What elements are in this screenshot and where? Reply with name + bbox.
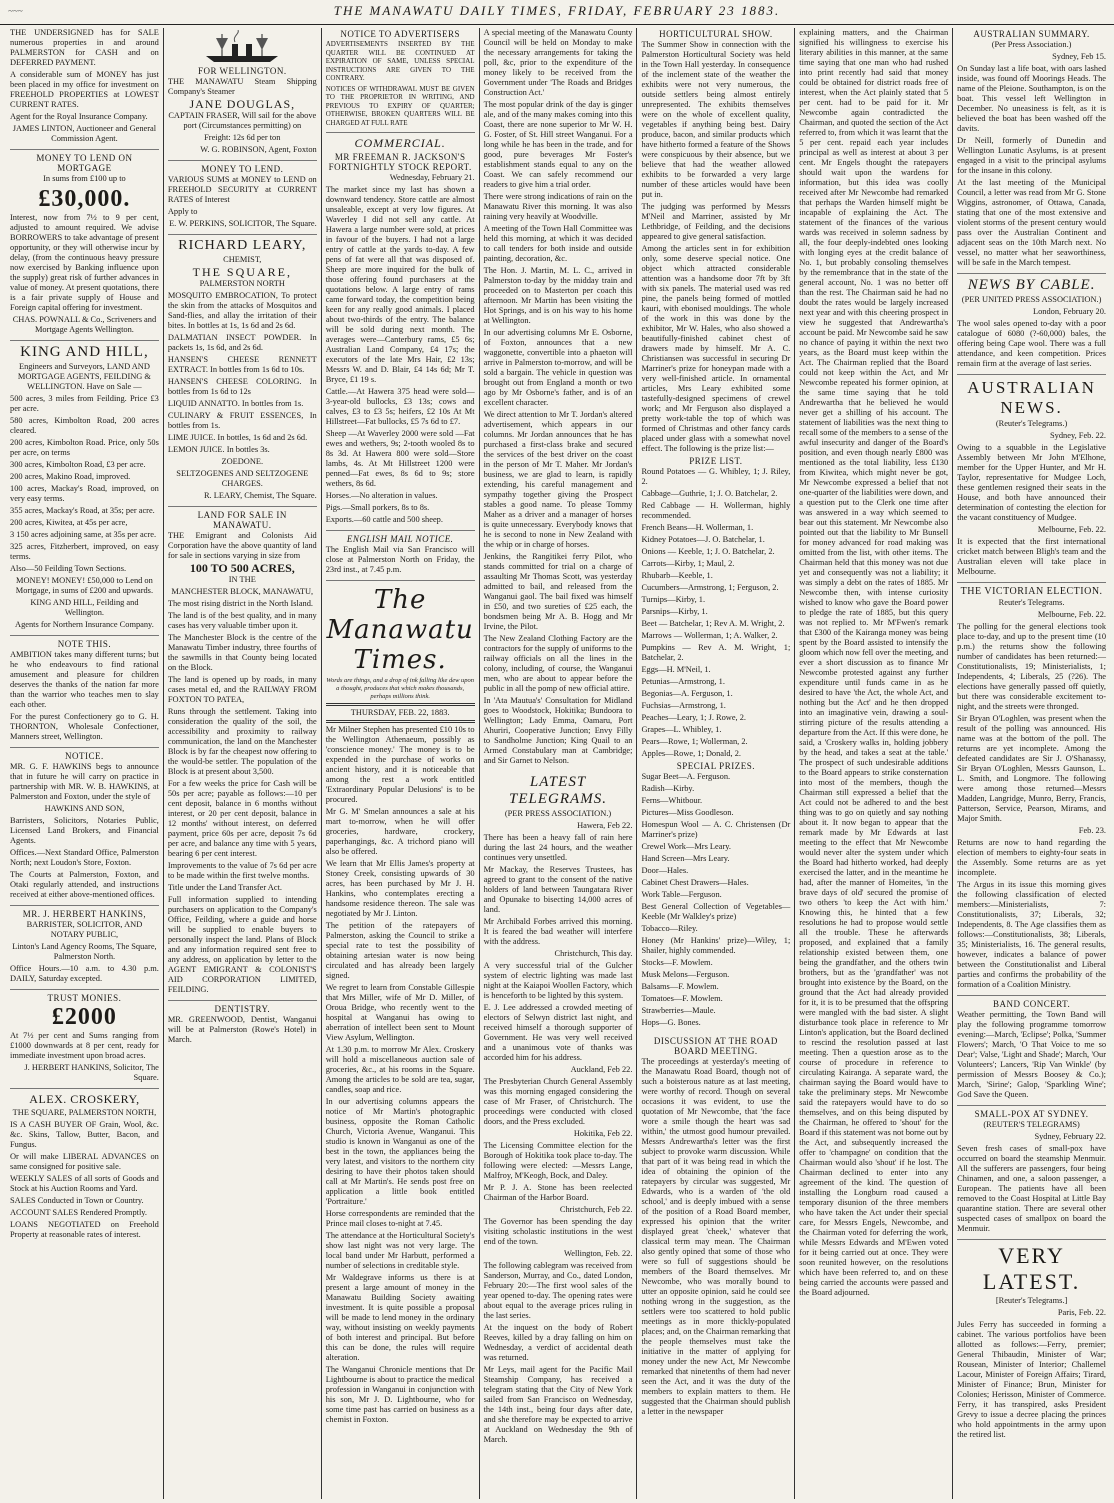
special-prize-2: Radish—Kirby. bbox=[641, 784, 695, 793]
special-prize-1: Sugar Beet—A. Ferguson. bbox=[641, 772, 731, 781]
linton-text-3: Agent for the Royal Insurance Company. bbox=[10, 112, 148, 121]
australian-summary-text-3: At the last meeting of the Municipal Council, a letter was read from Mr G. Stone Wiggins, astronomer, of Ottawa, Canada, stating that one of the most extensive and violent storms of the present century would pass over the Australian Continent and adjacent seas on the 10th March next. No vessel, no matter what her seaworthiness, will be safe in the March tempest. bbox=[957, 178, 1107, 267]
telegram-dateline-3: Auckland, Feb 22. bbox=[570, 1065, 633, 1074]
telegram-dateline-1: Hawera, Feb 22. bbox=[577, 821, 633, 830]
special-prize-19: Hops—G. Bones. bbox=[641, 1018, 701, 1027]
pownall-text-1: In sums from £100 up to bbox=[43, 174, 126, 183]
land-sale-text-2: IN THE bbox=[228, 575, 256, 584]
notice-advertisers bbox=[326, 29, 475, 133]
prize-item-6: Onions — Keeble, 1; J. O. Batchelar, 2. bbox=[641, 547, 775, 556]
australian-news-text-2: It is expected that the first international cricket match between Bligh's team and the Australian eleven will take place in Melbourne. bbox=[957, 537, 1107, 576]
editorial-text-3: We learn that Mr Ellis James's property at Stoney Creek, consisting upwards of 30 acres, has been purchased by Mr J. H. Hankins, who contemplates erecting a handsome residence thereon. The sale was negotiated by Mr J. Linton. bbox=[325, 859, 475, 918]
local-news-1: A special meeting of the Manawatu County Council will be held on Monday to make the necessary arrangements for taking the poll, &c, prior to the expenditure of the money likely to be received from the Government under 'The Roads and Bridges Construction Act.' bbox=[483, 28, 633, 97]
land-sale-text-10: Improvements to the value of 7s 6d per acre to be made within the first twelve months. bbox=[167, 861, 317, 880]
news-by-cable-source: (PER UNITED PRESS ASSOCIATION.) bbox=[961, 295, 1102, 304]
australian-summary bbox=[957, 29, 1106, 274]
stock-report-text-6: Exports.—60 cattle and 500 sheep. bbox=[325, 515, 443, 524]
note-this-text-1: AMBITION takes many different turns; but he who endeavours to find rational amusement and pleasure for children deserves the thanks of the nation far more than the warrior who teaches men to slay each other. bbox=[10, 650, 159, 709]
dentistry-heading: DENTISTRY. bbox=[214, 1004, 271, 1014]
prize-item-2: Cabbage—Guthrie, 1; J. O. Batchelar, 2. bbox=[641, 489, 778, 498]
pownall-advert bbox=[10, 153, 159, 341]
very-latest-text: Jules Ferry has succeeded in forming a cabinet. The various portfolios have been allotted as follows:—Ferry, premier; General Thibaudin, Minister of War; Rousean, Minister of Interior; Challemel Lacour, Minister of Foreign Affairs; Tirard, Minister of Finance; Brun, Minister for Colonies; Herisson, Minister of Commerce. Ferry, it has transpired, asks President Grevy to issue a decree placing the princes who hold appointments in the army upon the retired list. bbox=[957, 1320, 1107, 1439]
leary-item-5: LIQUID ANNATTO. In bottles from 1s. bbox=[167, 399, 304, 408]
smallpox-sydney bbox=[957, 1109, 1106, 1240]
hawkins-text-1: MR. G. F. HAWKINS begs to announce that in future he will carry on practice in partnership with MR. W. B. HAWKINS, at Palmerston and Foxton, under the style of bbox=[10, 762, 159, 801]
commercial-heading: COMMERCIAL. bbox=[354, 136, 446, 150]
road-board-text-2: explaining matters, and the Chairman signified his willingness to exercise his literary abilities in this manner, at the same time saying that one man who had rushed into print recently had said that money could be obtained for district roads free of interest, when the Act plainly stated that 5 per cent. had to be paid for it. Mr Newcombe again contradicted the Chairman, and quoted the section of the Act referred to, from which it was learnt that the 5 per cent. repaid each year includes principal as well as interest at about 3 per cent. Mr Engels thought the ratepayers should wait upon the wardens for information, but this idea was coolly received after Mr Newcombe had remarked that perhaps the Warden himself might be incapable of explaining the Act. The statement of the finances of the various wards was received in solemn sadness by all, the four deeply-indebted ones looking with longing eyes at the credit balance of No. 1, but probably consoling themselves by the remembrance that in the state of the general account, No. 1 was no better off than the rest. The Chairman said he had no doubt the rates would be largely increased next year and with this cheering prospect in view he suggested that Andrewartha's account be paid. Mr Newcombe said he saw no chance of paying it within the next two years, as the Board must keep within the Act. The Chairman replied that the Board could not keep within the Act, and Mr Newcombe repeated his former opinion, at the same time saying that he told Andrewartha that he believed he would never get a shilling of his account. The statement of liabilities was the next thing to recall some of the members to a sense of the awful insecurity and danger of the Board's position, and even though nearly £800 was mentioned as the total liability, less £130 from Kiwitea, which might never be got, Mr Newcombe expressed a belief that not one-quarter of the liabilities were down, and a question put to the Clerk one time after was answered in a way which seemed to bear out this statement. Mr Newcombe also pointed out that the liability to Mr Bunsell for money advanced for road making was omitted from the list, with other items. The Chairman held that this money was not due yet and consequently was not a liability; it was simply a debt on the rates of 1885. Mr Newcombe then, with intense curiosity wished to know who gave the Board power to pledge the rate of 1885, but this query was not replied to. Mr M'Fwen's remark that £300 of the Kairanga money was being spent by the Board assisted to intensify the gloom which now fell over the meeting, and ever a short discussion as to finance Mr Newcombe protested against any further expenditure until funds came in as he desired to have 'the Act, the whole Act, and nothing but the Act' and he then dropped into an imaginative vein, drawing a soul-stirring picture of the results attending a departure from the Act. If this were done, he said, a 'Croskery walks in, holding jobbery by the head, and takes a seat at the table.' The prospect of such undesirable additions to the Board appears to strike consternation into most of the members, though the Chairman still expressed a belief that the Act could not be adhered to and the best thing was to go on quietly and say nothing about it. It now began to appear that the remark made by Mr Edwards at last meeting to the effect that Mr Newcombe would never alter the system under which the Board had hitherto worked, had deeply exercised the latter, and in the meantime he had, after the manner of Homeites, 'in the brave days of old' secured the promise of two others 'to keep the Act with him.' Knowing this, he hinted that a few resolutions he had to propose would settle all the trouble. These he afterwards proposed, and explained that a family relationship existed between them, one being the grandfather, and the others twin brothers, but as the 'grandfather' was not brought into existence by the Board, on the ground that the Act had already provided for it, it is to be presumed that the offspring were mangled with the bad sister. A slight disturbance took place in reference to Mr Linton's application, but the Board declined to rescind the resolution passed at last meeting. Then a question arose as to the course of procedure in reference to circulating Kairanga. A separate ward, the chairman saying the Board would have to take the preliminary steps. Mr Newcombe said the ratepayers would have to do so themselves, and on this being disputed by the Chairman, he offered to 'shout' for the Board if this statement was not borne out by the Act, and subsequently increased the offer to 'champagne' on condition that the Chairman would also 'shout' if he lost. The Chairman declined to enter into any agreement of the kind. The question of installing the Longburn road caused a temporary disunion of the three members who have taken the Act under their special care, for Messrs Engels, Newcombe, and the Chairman voted for deferring the work, while Messrs Edwards and M'Ewen voted for it being carried out at once. They were soon reunited however, on the resolutions which have been referred to, and on these being carried the accounts were passed and the Board adjourned. bbox=[799, 28, 949, 1297]
land-sale-advert bbox=[168, 510, 317, 1001]
king-hill-advert bbox=[10, 344, 159, 636]
telegram-text-12: Mr Leys, mail agent for the Pacific Mail Steamship Company, has received a telegram stating that the City of New York sailed from San Francisco on Wednesday, the 14th inst., being four days after date, and she therefore may be expected to arrive at Auckland on Wednesday the 9th of March. bbox=[483, 1365, 633, 1444]
telegram-text-3: Mr Archibald Forbes arrived this morning. It is feared the bad weather will interfere with the address. bbox=[483, 917, 633, 946]
pownall-text-2: Interest, now from 7½ to 9 per cent, adjusted to amount required. We advise BORROWERS to take advantage of present opportunity, or they will otherwise incur by delay, (from the continuous heavy pressure now exercised by Banking influence upon the supply) great risk of further advances in value of money. At present quotations, there is a fair private supply of House and Foreign capital offering for investment. bbox=[10, 213, 159, 312]
prize-item-17: Begonias—A. Ferguson, 1. bbox=[641, 689, 733, 698]
column-3 bbox=[322, 28, 480, 1499]
steamer-advert bbox=[168, 30, 317, 161]
editorial-section bbox=[326, 585, 475, 1430]
leary-item-6: CULINARY & FRUIT ESSENCES, In bottles from 1s. bbox=[167, 411, 317, 430]
news-by-cable bbox=[957, 277, 1106, 375]
perkins-text-1: VARIOUS SUMS at MONEY to LEND on FREEHOLD SECURITY at CURRENT RATES of Interest bbox=[167, 175, 317, 204]
editorial-text-4: The petition of the ratepayers of Palmerston, asking the Council to strike a special rate to test the possibility of obtaining artesian water is now being circulated and has already been largely signed. bbox=[325, 921, 475, 980]
telegram-text-6: The Presbyterian Church General Assembly was this morning engaged considering the case of Mr Fraser, of Christchurch. The proceedings were conducted with closed doors, and the Press excluded. bbox=[483, 1077, 633, 1126]
special-prize-15: Musk Melons—Ferguson. bbox=[641, 970, 730, 979]
latest-telegrams-heading: LATEST TELEGRAMS. bbox=[509, 774, 607, 807]
horticultural-text-3: Among the articles sent in for exhibition only, some deserve special notice. One object which attracted considerable attention was a handsome door 7ft by 3ft with six panels. The material used was red pine, the panels being formed of mottled kauri, with ebonised mouldings. The whole of the work in this was done by the exhibitor, Mr W. Hales, who also showed a beautifully-finished cabinet chest of drawers made by himself. Mr A. C. Christiansen was successful in securing Dr Marriner's prize for honeypan made with a very well-finished article. In ornamental articles, Mrs Leary exhibited some tastefully-designed specimens of crewel work; and Mr Ferguson also displayed a pretty work-table the top of which was formed of Christmas and other fancy cards placed under glass with a somewhat novel effect. The following is the prize list:— bbox=[641, 244, 791, 453]
victorian-election bbox=[957, 586, 1106, 996]
local-news-9: The New Zealand Clothing Factory are the contractors for the supply of uniforms to the railway officials on all the lines in the colony, including, of course, the Wanganui men, who are about to appear before the public in all the pomp of new official attire. bbox=[483, 634, 633, 693]
linton-advert bbox=[10, 28, 159, 150]
corner-mark: ~~~ bbox=[8, 6, 23, 16]
victorian-election-source: Reuter's Telegrams. bbox=[998, 598, 1065, 607]
english-mail-text: The English Mail via San Francisco will close at Palmerston North on Friday, the 23rd inst., at 7.45 p.m. bbox=[325, 545, 475, 574]
australian-summary-heading: AUSTRALIAN SUMMARY. bbox=[973, 29, 1090, 39]
telegram-text-9: The Governor has been spending the day visiting scholastic institutions in the west end of the town. bbox=[483, 1217, 633, 1246]
telegram-text-10: The following cablegram was received from Sanderson, Murray, and Co., dated London, February 20:—The first wool sales of the year opened to-day. The opening rates were about equal to the average prices ruling in the last series. bbox=[483, 1261, 633, 1320]
smallpox-heading: SMALL-POX AT SYDNEY. bbox=[974, 1109, 1089, 1119]
hawkins-notice bbox=[10, 751, 159, 906]
column-5 bbox=[637, 28, 795, 1499]
australian-news bbox=[957, 378, 1106, 583]
croskery-text-3: Or will make LIBERAL ADVANCES on same consigned for positive sale. bbox=[10, 1152, 159, 1171]
hankins-text-3: Office Hours.—10 a.m. to 4.30 p.m. DAILY, Saturday excepted. bbox=[10, 964, 159, 983]
telegram-text-8: Mr P. J. A. Stone has been reelected Chairman of the Harbor Board. bbox=[483, 1183, 633, 1202]
king-hill-signature: KING AND HILL, Feilding and Wellington. bbox=[30, 598, 139, 617]
leary-text-1: CHEMIST, bbox=[223, 255, 262, 264]
king-hill-text-3: 580 acres, Kimbolton Road, 200 acres cleared. bbox=[10, 416, 159, 435]
prize-item-15: Eggs—H. M'Neil, 1. bbox=[641, 665, 711, 674]
linton-text-2: A considerable sum of MONEY has just been placed in my office for investment on FREEHOLD PROPERTIES at LOWEST CURRENT RATES. bbox=[10, 70, 159, 109]
special-prize-18: Strawberries—Maule. bbox=[641, 1006, 716, 1015]
hawkins-text-3: Barristers, Solicitors, Notaries Public, Licensed Land Brokers, and Financial Agents. bbox=[10, 816, 159, 845]
victorian-election-text-1: The polling for the general elections took place to-day, and up to the present time (10 p.m.) the returns show the following number of candidates has been returned:—Constitutionalists, 19; Ministerialists, 1; Independents, 4; Liberals, 25 (?26). The elections have generally passed off quietly, but there was considerable excitement to-night, and the streets were thronged. bbox=[957, 622, 1107, 711]
steamer-ship-name: JANE DOUGLAS, bbox=[189, 97, 296, 111]
column-2 bbox=[164, 28, 322, 1499]
notice-advertisers-heading: NOTICE TO ADVERTISERS bbox=[340, 29, 460, 39]
prize-item-11: Parsnips—Kirby, 1. bbox=[641, 607, 708, 616]
smallpox-source: (REUTER'S TELEGRAMS) bbox=[983, 1120, 1080, 1129]
pownall-signature: CHAS. POWNALL & Co., Scriveners and Mortgage Agents Wellington. bbox=[12, 315, 157, 334]
note-this-text-2: For the purest Confectionery go to G. H. THORNTON, Wholesale Confectioner, Manners street, Wellington. bbox=[10, 712, 159, 741]
hankins-heading: MR. J. HERBERT HANKINS, bbox=[22, 909, 147, 919]
australian-summary-source: (Per Press Association.) bbox=[991, 40, 1072, 49]
king-hill-text-9: 200 acres, Kiwitea, at 45s per acre, bbox=[10, 518, 128, 527]
telegram-dateline-5: Christchurch, Feb 22. bbox=[559, 1205, 633, 1214]
king-hill-text-6: 200 acres, Makino Road, improved. bbox=[10, 472, 131, 481]
note-this-advert bbox=[10, 639, 159, 748]
prize-item-4: French Beans—H. Wollerman, 1. bbox=[641, 523, 754, 532]
special-prize-5: Homespun Wool — A. C. Christensen (Dr Marriner's prize) bbox=[641, 820, 791, 839]
steamer-signature: W. G. ROBINSON, Agent, Foxton bbox=[200, 145, 317, 154]
croskery-text-4: WEEKLY SALES of all sorts of Goods and Stock at his Auction Rooms and Yard. bbox=[10, 1174, 159, 1193]
victorian-election-text-2: Sir Bryan O'Loghlen, was present when the result of the polling was announced. His name was at the bottom of the poll. The returns are yet incomplete. Among the defeated candidates are Sir J. O'Shanassy, Sir Bryan O'Loghlen, Messrs Gaunson, L. L. Smith, and Longmore. The following were among those returned—Messrs Madden, Langridge, Munro, Berry, Francis, Patterson, Service, Pearson, Mirams, and Major Smith. bbox=[957, 714, 1107, 823]
leary-item-7: LIME JUICE. In bottles, 1s 6d and 2s 6d. bbox=[167, 433, 308, 442]
victorian-election-heading: THE VICTORIAN ELECTION. bbox=[960, 586, 1103, 597]
horticultural-text-2: The judging was performed by Messrs M'Neil and Marriner, assisted by Mr Lethbridge, of Feilding, and the decisions appeared to give general satisfaction. bbox=[641, 202, 791, 241]
land-sale-text-12: Full information supplied to intending purchasers on application to the Company's Office, Feilding, where a guide and horse will be supplied to enable buyers to personally inspect the land. Plans of Block and any information required sent free to any address, on application by letter to the AGENT EMIGRANT & COLONIST'S AID CORPORATION LIMITED, FEILDING. bbox=[167, 895, 317, 994]
trust-monies-text-1: At 7½ per cent and Sums ranging from £1000 downwards at 8 per cent, ready for immediate investment upon broad acres. bbox=[10, 1031, 159, 1060]
notice-advertisers-text-2: NOTICES OF WITHDRAWAL MUST BE GIVEN TO THE PROPRIETOR IN WRITING, AND PREVIOUS TO EXPIRY OF QUARTER; OTHERWISE, BROKEN QUARTERS WILL BE CHARGED AT FULL RATE bbox=[325, 84, 475, 127]
very-latest bbox=[957, 1243, 1106, 1445]
telegram-text-7: The Licensing Committee election for the Borough of Hokitika took place to-day. The following were elected: —Messrs Lange, Malfroy, M'Keogh, Bock, and Daley. bbox=[483, 1141, 633, 1180]
stock-report-heading: MR FREEMAN R. JACKSON'S FORTNIGHTLY STOCK REPORT. bbox=[328, 152, 472, 172]
prize-item-12: Beet — Batchelar, 1; Rev A. M. Wright, 2. bbox=[641, 619, 785, 628]
land-sale-text-4: The most rising district in the North Island. bbox=[167, 599, 314, 608]
land-sale-text-3: MANCHESTER BLOCK, MANAWATU, bbox=[171, 587, 314, 596]
telegram-dateline-4: Hokitika, Feb 22. bbox=[573, 1129, 633, 1138]
column-7 bbox=[953, 28, 1110, 1499]
telegram-text-1: There has been a heavy fall of rain here during the last 24 hours, and the weather continues very unsettled. bbox=[483, 833, 633, 862]
special-prize-9: Cabinet Chest Drawers—Hales. bbox=[641, 878, 749, 887]
local-news-2: The most popular drink of the day is ginger ale, and of the many makes coming into this Coast, there are none superior to Mr W. H. G. Foster, of St. Hill street Wanganui. For a long while he has been in the trade, and for good, pure beverages Mr Foster's establishment stands equal to any on the Coast. We can safely recommend our readers to give him a trial order. bbox=[483, 100, 633, 189]
road-board-heading: DISCUSSION AT THE ROAD BOARD MEETING. bbox=[653, 1036, 778, 1056]
column-4 bbox=[480, 28, 638, 1499]
latest-telegrams-source: (PER PRESS ASSOCIATION.) bbox=[504, 809, 612, 818]
victorian-election-dateline-1: Melbourne, Feb. 22. bbox=[1037, 610, 1107, 619]
prize-item-18: Fuchsias—Armstrong, 1. bbox=[641, 701, 726, 710]
leary-text-2: THE SQUARE, bbox=[192, 265, 292, 279]
notice-advertisers-text-1: ADVERTISEMENTS INSERTED BY THE QUARTER WILL BE CONTINUED AT EXPIRATION OF SAME, UNLESS SPECIAL INSTRUCTIONS ARE GIVEN TO THE CONTRARY. bbox=[325, 40, 475, 82]
land-sale-heading: LAND FOR SALE IN MANAWATU. bbox=[197, 510, 287, 530]
victorian-election-text-4: The Argus in its issue this morning gives the following classification of elected members:—Ministerialists, 7: Constitutionalists, 37; Liberals, 32; Independents, 8. The Age classifies them as follows:—Constitutionalists, 38; Liberals, 35; Ministerialists, 16. The general results, however, indicates a balance of power between the Constitutionalist and Liberal parties and confirms the probability of the formation of a Coalition Ministry. bbox=[957, 880, 1107, 989]
steamer-heading: FOR WELLINGTON. bbox=[197, 66, 287, 76]
prize-item-8: Rhubarb—Keeble, 1. bbox=[641, 571, 713, 580]
steamship-icon bbox=[202, 30, 282, 64]
land-sale-text-1: THE Emigrant and Colonists Aid Corporation have the above quantity of land for sale in sections varying in size from bbox=[167, 531, 317, 560]
column-1 bbox=[6, 28, 164, 1499]
news-by-cable-dateline: London, February 20. bbox=[1032, 307, 1107, 316]
local-news-4: A meeting of the Town Hall Committee was held this morning, at which it was decided to call tenders for both inside and outside painting, decoration, &c. bbox=[483, 224, 633, 263]
editorial-date: THURSDAY, FEB. 22, 1883. bbox=[350, 708, 450, 717]
editorial-text-11: The Wanganui Chronicle mentions that Dr Lightbourne is about to practice the medical profession in Wanganui in conjunction with his son, Mr J. D. Lightbourne, who for some time past has carried on business as a chemist in Foxton. bbox=[325, 1365, 475, 1424]
news-by-cable-heading: NEWS BY CABLE. bbox=[967, 277, 1096, 293]
trust-monies-heading: TRUST MONIES. bbox=[47, 993, 122, 1003]
stock-report-text-5: Pigs.—Small porkers, 8s to 8s. bbox=[325, 503, 430, 512]
note-this-heading: NOTE THIS. bbox=[57, 639, 112, 649]
croskery-text-2: IS A CASH BUYER OF Grain, Wool, &c. &c. Skins, Tallow, Butter, Bacon, and Fungus. bbox=[10, 1120, 159, 1149]
leary-signature: R. LEARY, Chemist, The Square. bbox=[203, 491, 317, 500]
latest-telegrams bbox=[484, 774, 633, 1450]
steamer-text-3: Freight: 12s 6d per ton bbox=[204, 133, 281, 142]
steamer-text-2: CAPTAIN FRASER, Will sail for the above port (Circumstances permitting) on bbox=[168, 111, 317, 130]
page-header bbox=[0, 0, 1114, 25]
horticultural-text-1: The Summer Show in connection with the Palmerston Horticultural Society was held in the Town Hall yesterday. In consequence of the inclement state of the weather the exhibits were not very numerous, the outside settlers being almost entirely unrepresented. The exhibits themselves were on the whole of excellent quality, vegetables if anything being best. Dairy produce, bacon, and similar products which have hitherto formed a feature of the Shows were conspicuous by their absence, but we believe that had the weather allowed exhibits to be forwarded a very large number of these articles would have been put in. bbox=[641, 40, 791, 199]
editorial-text-5: We regret to learn from Constable Gillespie that Mrs Miller, wife of Mr D. Miller, of Oroua Bridge, who recently went to the hospital at Wanganui has owing to aberration of intellect been sent to Mount View Asylum, Wellington. bbox=[325, 983, 475, 1042]
prize-item-3: Red Cabbage — H. Wollerman, highly recommended. bbox=[641, 501, 791, 520]
king-hill-text-11: 325 acres, Fitzherbert, improved, on easy terms. bbox=[10, 542, 159, 561]
king-hill-text-7: 100 acres, Mackay's Road, improved, on very easy terms. bbox=[10, 484, 159, 503]
telegram-text-11: At the inquest on the body of Robert Reeves, killed by a dray falling on him on Wednesday, a verdict of accidental death was returned. bbox=[483, 1323, 633, 1362]
editorial-text-2: Mr G. M' Smelan announces a sale at his mart to-morrow, when he will offer groceries, hardware, crockery, paperhangings, &c. A trichord piano will also be offered. bbox=[325, 807, 475, 856]
prize-item-21: Pears—Rowe, 1; Wollerman, 2. bbox=[641, 737, 748, 746]
local-news-5: The Hon. J. Martin, M. L. C., arrived in Palmerston to-day by the midday train and proceeded on to Masterton per coach this afternoon. Mr Martin has been visiting the Hot Springs, and is on his way to his home at Wellington. bbox=[483, 266, 633, 325]
special-prize-6: Crewel Work—Mrs Leary. bbox=[641, 842, 732, 851]
king-hill-text-8: 355 acres, Mackay's Road, at 35s; per acre. bbox=[10, 506, 155, 515]
australian-summary-dateline: Sydney, Feb 15. bbox=[1052, 52, 1107, 61]
leary-item-1: MOSQUITO EMBROCATION, To protect the skin from the attacks of Mosquitos and Sand-flies, and allay the irritation of their bites. In bottles at 1s, 1s 6d and 2s 6d. bbox=[167, 291, 317, 330]
hawkins-text-4: Offices.—Next Standard Office, Palmerston North; next Loudon's Store, Foxton. bbox=[10, 848, 159, 867]
prize-item-10: Turnips—Kirby, 1. bbox=[641, 595, 706, 604]
king-hill-text-13: MONEY! MONEY! £50,000 to Lend on Mortgage, in sums of £200 and upwards. bbox=[15, 576, 154, 595]
page-header-title: THE MANAWATU DAILY TIMES, FRIDAY, FEBRUARY 23 1883. bbox=[333, 3, 781, 18]
leary-item-10: SELTZOGENES AND SELTZOGENE CHARGES. bbox=[176, 469, 309, 488]
hawkins-text-2: HAWKINS AND SON, bbox=[44, 804, 125, 813]
croskery-advert bbox=[10, 1092, 159, 1245]
local-news-10: In 'Ata Mautua's' Consultation for Midland goes to Woodstock, Hokitika; Bundoora to Wellington; Lady Emma, Oamaru, Port Ahuriri, Cooperative Junction; Envy Filly to Sandholme Junction; King Quail to an Armed Constabulary man at Cambridge; and Sir Garnet to Nelson. bbox=[483, 696, 633, 765]
telegram-dateline-6: Wellington, Feb. 22. bbox=[564, 1249, 633, 1258]
special-prizes-heading: SPECIAL PRIZES. bbox=[676, 761, 755, 771]
king-hill-text-5: 300 acres, Kimbolton Road, £3 per acre. bbox=[10, 460, 146, 469]
stock-report-text-4: Horses.—No alteration in values. bbox=[325, 491, 438, 500]
editorial-text-9: The attendance at the Horticultural Society's show last night was not very large. The local band under Mr Harbutt, performed a number of selections in creditable style. bbox=[325, 1231, 475, 1270]
australian-news-dateline-1: Sydney, Feb. 22. bbox=[1050, 431, 1107, 440]
victorian-election-text-3: Returns are now to hand regarding the election of members to eighty-four seats in the Assembly. Some returns are as yet incomplete. bbox=[957, 838, 1107, 877]
prize-item-19: Peaches—Leary, 1; J. Rowe, 2. bbox=[641, 713, 747, 722]
prize-item-14: Pumpkins — Rev A. M. Wright, 1; Batchelar, 2. bbox=[641, 643, 791, 662]
australian-summary-text-1: On Sunday last a life boat, with oars lashed inside, was found off Moorings Heads. The name of the Pleione. Southampton, is on the boat. This vessel left Wellington in December. No uneasiness is felt, as it is believed the boat has been washed off the davits. bbox=[957, 64, 1107, 133]
column-6 bbox=[795, 28, 953, 1499]
king-hill-text-10: 3 150 acres adjoining same, at 35s per acre. bbox=[10, 530, 157, 539]
steamer-text-1: THE MANAWATU Steam Shipping Company's Steamer bbox=[167, 77, 317, 96]
telegram-text-4: A very successful trial of the Gulcher system of electric lighting was made last night at the Kaiapoi Woollen Factory, which is henceforth to be lighted by this system. bbox=[483, 961, 633, 1000]
special-prize-17: Tomatoes—F. Mowlem. bbox=[641, 994, 723, 1003]
leary-advert bbox=[168, 238, 317, 507]
local-news-8: Jenkins, the Rangitikei ferry Pilot, who stands committed for trial on a charge of assaulting Mr Thomas Scott, was yesterday admitted to bail, and released from the Wanganui gaol. The bail fixed was himself in £50, and two sureties of £25 each, the bondsmen being Mr A. B. Hogg and Mr Irvine, the Pilot. bbox=[483, 552, 633, 631]
king-hill-text-12: Also—50 Feilding Town Sections. bbox=[10, 564, 127, 573]
croskery-text-6: ACCOUNT SALES Rendered Promptly. bbox=[10, 1208, 148, 1217]
perkins-signature: E. W. PERKINS, SOLICITOR, The Square. bbox=[169, 219, 317, 228]
dentistry-text-1: MR. GREENWOOD, Dentist, Wanganui will be at Palmerston (Rowe's Hotel) in March. bbox=[167, 1015, 317, 1044]
australian-news-dateline-2: Melbourne, Feb. 22. bbox=[1037, 525, 1107, 534]
newspaper-motto: Words are things, and a drop of ink falling like dew upon a thought, produces that which makes thousands, perhaps millions think. bbox=[326, 677, 475, 700]
linton-signature: JAMES LINTON, Auctioneer and General Commission Agent. bbox=[12, 124, 157, 143]
perkins-advert bbox=[168, 164, 317, 235]
australian-news-text-1: Owing to a squabble in the Legislative Assembly between Mr John M'Elhone, member for the Upper Hunter, and Mr H. Taylor, representative for Mudgee Loch, these gentlemen resigned their seats in the House, and both have announced their determination of contesting the election for the vacant constituency of Mudgee. bbox=[957, 443, 1107, 522]
croskery-text-1: THE SQUARE, PALMERSTON NORTH, bbox=[12, 1108, 157, 1117]
special-prize-8: Door—Hales. bbox=[641, 866, 689, 875]
smallpox-text: Seven fresh cases of small-pox have occurred on board the steamship Menmuir. All the sufferers are passengers, four being Chinamen, and one, a saloon passenger, a European. The patients have all been removed to the Coast Hospital at Little Bay quarantine station. There are several other suspected cases of smallpox on board the Menmuir. bbox=[957, 1144, 1107, 1233]
king-hill-heading: KING AND HILL, bbox=[20, 344, 149, 360]
land-sale-text-8: Runs through the settlement. Taking into consideration the quality of the soil, the accessibility and proximity to railway communication, the land on the Manchester Block is by far the cheapest now offering to the would-be settler. The population of the Block is at present about 3,500. bbox=[167, 707, 317, 776]
local-news-3: There were strong indications of rain on the Manawatu River this morning. It was also raining very heavily at Woodville. bbox=[483, 192, 633, 221]
road-board-continued bbox=[799, 28, 948, 1303]
land-sale-text-7: The land is opened up by roads, in many cases metal ed, and the RAILWAY FROM FOXTON TO PATEA, bbox=[167, 675, 317, 704]
stock-report-date: Wednesday, February 21. bbox=[389, 173, 475, 182]
special-prize-4: Pictures—Miss Goodleson. bbox=[641, 808, 734, 817]
prize-item-9: Cucumbers—Armstrong, 1; Ferguson, 2. bbox=[641, 583, 779, 592]
horticultural-show bbox=[641, 29, 790, 1033]
band-concert-text: Weather permitting, the Town Band will play the following programme tomorrow evening:—March, 'Eclipse'; Polka, 'Summer Flowers'; March, 'O That Voice to me so Dear'; Valse, 'Light and Shade'; March, 'Our Volunteers'; Lancers, 'Rip Van Winkle' (by permission of Messrs Boosey & Co.); March, 'Sirine'; Galop, 'Sparkling Wine'; God Save the Queen. bbox=[957, 1010, 1107, 1099]
leary-item-9: ZOEDONE. bbox=[221, 457, 264, 466]
special-prize-3: Ferns—Whitbour. bbox=[641, 796, 703, 805]
pownall-figure: £30,000. bbox=[38, 186, 131, 212]
prize-item-16: Petunias—Armstrong, 1. bbox=[641, 677, 725, 686]
band-concert bbox=[957, 999, 1106, 1106]
king-hill-text-4: 200 acres, Kimbolton Road. Price, only 50s per acre, on terms bbox=[10, 438, 159, 457]
trust-monies-signature: J. HERBERT HANKINS, Solicitor, The Square. bbox=[24, 1063, 159, 1082]
leary-item-2: DALMATIAN INSECT POWDER. In packets 1s, 1s 6d, and 2s 6d. bbox=[167, 333, 317, 352]
australian-summary-text-2: Dr Neill, formerly of Dunedin and Wellington Lunatic Asylums, is at present engaged in a visit to the principal asylums for the insane in this colony. bbox=[957, 136, 1107, 175]
very-latest-dateline: Paris, Feb. 22. bbox=[1057, 1308, 1107, 1317]
hankins-advert bbox=[10, 909, 159, 990]
hankins-text-2: Linton's Land Agency Rooms, The Square, Palmerston North. bbox=[12, 942, 157, 961]
english-mail-notice bbox=[326, 534, 475, 581]
telegram-text-2: Mr Mackay, the Reserves Trustees, has agreed to grant to the consent of the native holders of land between Taungatara River and Opunake to bisecting 14,000 acres of land. bbox=[483, 865, 633, 914]
special-prize-14: Stocks—F. Mowlem. bbox=[641, 958, 713, 967]
telegram-dateline-2: Christchurch, This day. bbox=[554, 949, 633, 958]
land-sale-text-5: The land is of the best quality, and in many cases has very valuable timber upon it. bbox=[167, 611, 317, 630]
land-sale-text-6: The Manchester Block is the centre of the Manawatu Timber industry, three fourths of the sawmills in that County being located on the Block. bbox=[167, 633, 317, 672]
road-board-text-1: The proceedings at yesterday's meeting of the Manawatu Road Board, though not of such a boisterous nature as at last meeting, were worthy of record. Though on several occasions it was evident, to use the quotation of Mr Newcombe, that 'the face wore a smile though the heart was sad within,' the utmost good humour prevailed. Messrs Andrewartha's letter was the first subject to provoke warm discussion. While that part of it was being read in which the idea of obtaining the opinion of the ratepayers by circular was suggested, Mr Edwards, who is a warden of 'the old school,' and is deeply imbued with a sense of the position of a Road Board member, expressed his opinion that the writer displayed great 'cheek,' whatever that classical term may mean. The Chairman also gently opined that some of those who were so full of suggestions should be members of the Board themselves. Mr Newcombe, who was morally bound to utter an opposite opinion, said he could see nothing wrong in the suggestion, as the settlers were too scattered to hold public meetings as in more thickly-populated places; and, on the Chairman remarking that the people themselves must take the initiative in the matter of applying for money under the new Act, Mr Newcombe remarked that ninetenths of them had never seen the Act, and it was the duty of the members to explain matters to them. He suggested that the Chairman should publish a letter in the newspaper bbox=[641, 1057, 791, 1416]
stock-report-text-3: Sheep —At Waverley 2000 were sold —Fat ewes and wethers, 9s; 2-tooth wooled 8s to 8s 3d. At Hawera 800 were sold—Store lambs, 4s. At Mt Hillstreet 1200 were penned—Fat ewes, 8s 6d to 9s; store wethers, 8s 6d. bbox=[325, 429, 475, 488]
columns bbox=[6, 28, 1110, 1499]
australian-news-source: (Reuter's Telegrams.) bbox=[995, 419, 1068, 428]
stock-report-text-1: The market since my last has shown a downward tendency. Store cattle are almost unsaleable, except at very low figures. At Waverley I did not sell any cattle. At Hawera a large number were sold, at prices in favour of the buyers. I had not a large entry of cattle at the yards to-day. A few pens of fat were all that was disposed of. Sheep are more inquired for the bulk of those offering found purchasers at the quotations below. A large entry of rams came forward today, the competition being keen for any really good animals. I placed about two-thirds of the entry. The balance will be sold during next month. The averages were—Canterbury rams, £5 6s; Australian Land Company, £4 17s; the executors of the late Mrs Hair, £2 13s; Messrs W. and D. Blair, £4 14s 6d; Mr T. Bryce, £1 19 s. bbox=[325, 185, 475, 384]
dentistry-advert bbox=[168, 1004, 317, 1050]
trust-monies-figure: £2000 bbox=[51, 1004, 117, 1030]
date-rule bbox=[326, 720, 475, 723]
local-news-7: We direct attention to Mr T. Jordan's altered advertisement, which appears in our columns. Mr Jordan announces that he has purchased a first-class brake and secured the services of the best driver on the coast in the person of Mr T. Maher. Mr Jordan's business, we are glad to learn, is rapidly extending, his careful management and sympathy together giving the Prospect stables a good name. To please Tommy Maher as a driver and a manager of horses is quite unnecessary. Everybody knows that he is second to none in New Zealand with the whip or in charge of horses. bbox=[483, 410, 633, 549]
australian-news-heading: AUSTRALIAN NEWS. bbox=[967, 378, 1096, 417]
special-prize-7: Hand Screen—Mrs Leary. bbox=[641, 854, 730, 863]
prize-item-7: Carrots—Kirby, 1; Maul, 2. bbox=[641, 559, 735, 568]
hawkins-text-5: The Courts at Palmerston, Foxton, and Otaki regularly attended, and instructions received at either above-mentioned offices. bbox=[10, 870, 159, 899]
linton-text-1: THE UNDERSIGNED has for SALE numerous properties in and around PALMERSTON for CASH and on DEFERRED PAYMENT. bbox=[10, 28, 159, 67]
king-hill-text-2: 500 acres, 3 miles from Feilding. Price £3 per acre. bbox=[10, 394, 159, 413]
newspaper-masthead: The Manawatu Times. bbox=[326, 585, 474, 675]
local-news bbox=[484, 28, 633, 771]
band-concert-heading: BAND CONCERT. bbox=[992, 999, 1071, 1009]
special-prize-10: Work Table—Ferguson. bbox=[641, 890, 722, 899]
perkins-text-2: Apply to bbox=[167, 207, 198, 216]
land-sale-acres: 100 TO 500 ACRES, bbox=[189, 561, 295, 575]
stock-report-text-2: Cattle.—At Hawera 375 head were sold—3-year-old bullocks, £3 13s; cows and calves, £3 to £3 5s; heifers, £2 10s At Mt Hillstreet—Fat bullocks, £5 7s 6d to £7. bbox=[325, 387, 475, 426]
leary-item-8: LEMON JUICE. In bottles 3s. bbox=[167, 445, 270, 454]
pownall-heading: MONEY TO LEND ON MORTGAGE bbox=[36, 153, 133, 173]
special-prize-16: Balsams—F. Mowlem. bbox=[641, 982, 719, 991]
croskery-text-5: SALES Conducted in Town or Country. bbox=[10, 1196, 144, 1205]
local-news-6: In our advertising columns Mr E. Osborne, of Foxton, announces that a new waggonette, convertible into a phaeton will arrive in Palmerston to-morrow, and will be sold a bargain. The vehicle in question was brought out from England a month or two ago by Mr Osborne's father, and is of an excellent character. bbox=[483, 328, 633, 407]
leary-item-3: HANSEN'S CHEESE RENNETT EXTRACT. In bottles from 1s 6d to 10s. bbox=[167, 355, 317, 374]
perkins-heading: MONEY TO LEND. bbox=[201, 164, 284, 174]
land-sale-text-11: Title under the Land Transfer Act. bbox=[167, 883, 282, 892]
telegram-text-5: E. J. Lee addressed a crowded meeting of electors of Selwyn district last night, and received himself a thorough supporter of Government. He was very well received and a unanimous vote of thanks was accorded him for his address. bbox=[483, 1003, 633, 1062]
very-latest-heading: VERY LATEST. bbox=[982, 1243, 1081, 1294]
prize-item-5: Kidney Potatoes—J. O. Batchelar, 1. bbox=[641, 535, 765, 544]
horticultural-heading: HORTICULTURAL SHOW. bbox=[659, 29, 773, 39]
prize-item-22: Apples—Rowe, 1; Donald, 2. bbox=[641, 749, 741, 758]
english-mail-heading: ENGLISH MAIL NOTICE. bbox=[346, 534, 454, 544]
special-prize-12: Tobacco—Riley. bbox=[641, 924, 698, 933]
editorial-text-8: Horse correspondents are reminded that the Prince mail closes to-night at 7.45. bbox=[325, 1209, 475, 1228]
special-prize-13: Honey (Mr Hankins' prize)—Wiley, 1; Shailer, highly commended. bbox=[641, 936, 791, 955]
hankins-text-1: BARRISTER, SOLICITOR, AND NOTARY PUBLIC, bbox=[26, 920, 143, 939]
croskery-text-7: LOANS NEGOTIATED on Freehold Property at reasonable rates of interest. bbox=[10, 1220, 159, 1239]
land-sale-text-9: For a few weeks the price for Cash will be 50s per acre; payable as follows:—10 per cent deposit, balance in 6 months without interest, or 20 per cent deposit, balance in 12 months' without interest, on deferred payment, price 60s per acre, deposit 7s 6d per acre, and balance any time with 5 years, bearing 6 per cent interest. bbox=[167, 779, 317, 858]
very-latest-source: [Reuter's Telegrams.] bbox=[995, 1296, 1068, 1305]
hawkins-heading: NOTICE. bbox=[65, 751, 104, 761]
editorial-text-10: Mr Waldegrave informs us there is at present a large amount of money in the Manawatu Building Society awaiting investment. It is quite possible a proposal will be made to lend money in the ordinary way, without insisting on weekly payments of both interest and principal. But before this can be done, the rules will require alteration. bbox=[325, 1273, 475, 1362]
trust-monies-advert bbox=[10, 993, 159, 1089]
commercial-section bbox=[326, 136, 475, 531]
prize-item-1: Round Potatoes — G. Whibley, 1; J. Riley, 2. bbox=[641, 467, 791, 486]
road-board-discussion bbox=[641, 1036, 790, 1422]
victorian-election-dateline-2: Feb. 23. bbox=[1078, 826, 1107, 835]
special-prize-11: Best General Collection of Vegetables—Keeble (Mr Walkley's prize) bbox=[641, 902, 791, 921]
news-by-cable-text: The wool sales opened to-day with a poor catalogue of 6080 (?-60,000) bales, the offering being Cape wool. There was a full attendance, and keen competition. Prices remain firm at the average of last series. bbox=[957, 319, 1107, 368]
smallpox-dateline: Sydney, February 22. bbox=[1034, 1132, 1107, 1141]
king-hill-text-1: Engineers and Surveyors, LAND AND MORTGAGE AGENTS, FEILDING & WELLINGTON. Have on Sale — bbox=[17, 362, 151, 391]
editorial-text-6: At 1.30 p.m. to morrow Mr Alex. Croskery will hold a miscellaneous auction sale of groceries, &c., at his rooms in the Square. Among the articles to be sold are tea, sugar, candles, soap and rice. bbox=[325, 1045, 475, 1094]
prize-item-13: Marrows — Wollerman, 1; A. Walker, 2. bbox=[641, 631, 778, 640]
masthead-rule bbox=[326, 703, 475, 706]
editorial-text-1: Mr Milner Stephen has presented £10 10s to the Wellington Athenaeum, possibly as 'conscience money.' The money is to be expended in the purchase of works on ancient history, and it is noticeable that among the rest a work entitled 'Extraordinary Popular Delusions' is to be procured. bbox=[325, 725, 475, 804]
prize-list-heading: PRIZE LIST. bbox=[689, 456, 743, 466]
king-hill-text-14: Agents for Northern Insurance Company. bbox=[15, 620, 154, 629]
leary-heading: RICHARD LEARY, bbox=[178, 238, 307, 253]
prize-item-20: Grapes—L. Whibley, 1. bbox=[641, 725, 722, 734]
leary-text-3: PALMERSTON NORTH bbox=[199, 279, 285, 288]
editorial-text-7: In our advertising columns appears the notice of Mr Martin's photographic business, opposite the Roman Catholic Church, Victoria Avenue, Wanganui. This studio is known in Wanganui as one of the best in the town, the appliances being the very latest, and visitors to the northern city desiring to have their photos taken should call at Mr Martin's. He sends post free on application a little book entitled 'Portraiture.' bbox=[325, 1097, 475, 1206]
leary-item-4: HANSEN'S CHEESE COLORING. In bottles from 1s 6d to 12s bbox=[167, 377, 317, 396]
croskery-heading: ALEX. CROSKERY, bbox=[29, 1092, 140, 1106]
